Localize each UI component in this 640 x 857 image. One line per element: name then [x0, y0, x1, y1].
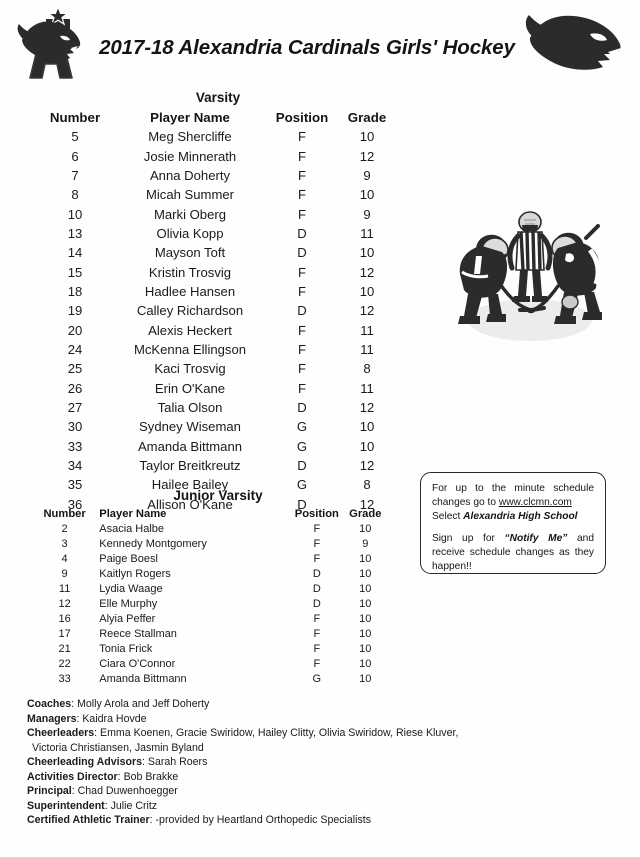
table-row [36, 320, 396, 339]
page-title: 2017-18 Alexandria Cardinals Girls' Hockey [99, 36, 515, 59]
player-position: D [312, 568, 321, 581]
junior-varsity-roster-table [36, 506, 388, 686]
table-row [36, 417, 396, 436]
staff-role-label: Superintendent [27, 799, 105, 812]
player-name: Mayson Toft [154, 245, 226, 261]
player-number: 7 [71, 167, 79, 183]
player-position: F [298, 322, 306, 338]
player-name: Reece Stallman [99, 628, 177, 641]
player-position: F [313, 523, 321, 536]
table-row [36, 398, 396, 417]
staff-line [27, 697, 617, 712]
player-position: F [298, 187, 306, 203]
player-name: Meg Shercliffe [148, 129, 232, 145]
varsity-section-heading: Varsity [195, 90, 241, 105]
column-header-number: Number [49, 110, 101, 125]
staff-separator: : [71, 698, 78, 710]
player-position: F [313, 628, 321, 641]
player-position: D [297, 225, 307, 241]
table-row [36, 567, 388, 582]
player-grade: 12 [359, 458, 375, 474]
player-position: D [312, 598, 321, 611]
notice-text-select: Select [432, 511, 464, 523]
player-position: G [296, 419, 308, 435]
player-number: 25 [67, 361, 83, 377]
player-number: 22 [58, 657, 71, 670]
player-number: 11 [58, 583, 71, 596]
staff-line [27, 726, 617, 741]
staff-line [27, 813, 617, 828]
player-grade: 10 [359, 283, 375, 299]
player-grade: 11 [360, 225, 374, 241]
staff-separator: : [94, 727, 101, 740]
player-grade: 10 [359, 553, 372, 566]
table-row [36, 456, 396, 475]
staff-role-label: Activities Director [27, 770, 118, 783]
staff-line [27, 784, 617, 799]
table-row [36, 185, 396, 204]
varsity-roster [36, 108, 396, 514]
player-position: D [297, 245, 307, 261]
staff-names: Julie Critz [110, 799, 158, 812]
player-grade: 10 [359, 187, 375, 203]
player-grade: 8 [363, 477, 371, 493]
notify-me-emphasis: “Notify Me” [504, 533, 568, 545]
player-name: Kristin Trosvig [148, 264, 232, 280]
player-name: Kennedy Montgomery [99, 538, 207, 551]
staff-role-label: Coaches [27, 698, 72, 710]
player-position: F [298, 341, 306, 357]
cardinal-head-logo [524, 8, 628, 74]
table-row [36, 146, 396, 165]
column-header-position: Position [294, 508, 339, 520]
table-row [36, 582, 388, 597]
player-number: 5 [71, 129, 79, 145]
player-name: Allison O'Kane [147, 496, 233, 512]
staff-role-label: Cheerleading Advisors [27, 756, 142, 769]
player-position: D [297, 399, 307, 415]
junior-varsity-section-heading: Junior Varsity [173, 488, 263, 503]
player-position: F [313, 642, 321, 655]
player-number: 20 [67, 322, 83, 338]
player-name: Calley Richardson [136, 303, 244, 319]
player-name: Kaitlyn Rogers [99, 568, 171, 581]
player-name: McKenna Ellingson [133, 341, 247, 357]
column-header-grade: Grade [349, 508, 382, 520]
column-header-name: Player Name [99, 508, 167, 520]
staff-listing [27, 697, 617, 828]
staff-names: -provided by Heartland Orthopedic Specialists [155, 814, 372, 827]
staff-separator: : [117, 770, 124, 783]
staff-names: Chad Duwenhoegger [77, 785, 178, 798]
staff-names: Victoria Christiansen, Jasmin Byland [32, 741, 204, 754]
player-number: 19 [67, 303, 83, 319]
table-row [36, 671, 388, 686]
player-number: 26 [67, 380, 83, 396]
staff-role-label: Cheerleaders [27, 727, 95, 740]
table-header-row [36, 108, 396, 127]
player-name: Anna Doherty [149, 167, 231, 183]
notice-text-tail: and receive schedule changes as they happen!! [432, 533, 595, 573]
table-header-row [36, 506, 388, 522]
player-position: D [297, 496, 307, 512]
table-row [36, 612, 388, 627]
player-name: Hadlee Hansen [144, 283, 236, 299]
player-number: 30 [67, 419, 83, 435]
notice-text-signup: Sign up for [432, 533, 505, 545]
player-grade: 12 [359, 303, 375, 319]
player-name: Elle Murphy [99, 598, 158, 611]
junior-varsity-rows [36, 522, 388, 686]
table-row [36, 597, 388, 612]
staff-separator: : [149, 814, 156, 827]
player-name: Paige Boesl [99, 553, 158, 566]
player-position: F [298, 361, 306, 377]
player-number: 36 [67, 496, 83, 512]
staff-separator: : [76, 712, 83, 725]
player-name: Hailee Bailey [151, 477, 229, 493]
player-grade: 10 [359, 628, 372, 641]
cardinal-head-letter-a-logo [14, 6, 92, 80]
player-name: Asacia Halbe [99, 523, 165, 536]
table-row [36, 166, 396, 185]
player-number: 27 [67, 399, 83, 415]
table-row [36, 627, 388, 642]
table-row [36, 522, 388, 537]
player-position: F [298, 283, 306, 299]
player-position: G [296, 438, 308, 454]
player-position: F [313, 613, 321, 626]
table-row [36, 340, 396, 359]
player-name: Talia Olson [157, 399, 223, 415]
player-name: Erin O'Kane [154, 380, 226, 396]
player-number: 14 [67, 245, 83, 261]
staff-separator: : [104, 799, 111, 812]
player-number: 33 [67, 438, 83, 454]
player-number: 15 [67, 264, 83, 280]
player-name: Marki Oberg [153, 206, 227, 222]
player-number: 2 [61, 523, 68, 536]
player-grade: 11 [360, 322, 374, 338]
varsity-roster-table [36, 108, 396, 514]
clcmn-website-link[interactable]: www.clcmn.com [498, 497, 572, 509]
staff-separator: : [71, 785, 78, 798]
column-header-number: Number [43, 508, 86, 520]
staff-names: Bob Brakke [123, 770, 179, 783]
player-position: D [297, 303, 307, 319]
page-header [0, 0, 640, 84]
player-position: F [298, 380, 306, 396]
player-position: F [298, 206, 306, 222]
player-grade: 10 [359, 438, 375, 454]
staff-separator: : [142, 756, 148, 769]
player-grade: 12 [359, 148, 375, 164]
player-grade: 10 [359, 419, 375, 435]
staff-role-label: Principal [27, 785, 72, 798]
staff-names: Kaidra Hovde [82, 712, 147, 725]
player-number: 13 [67, 225, 83, 241]
player-grade: 12 [359, 264, 375, 280]
player-number: 8 [71, 187, 79, 203]
player-name: Micah Summer [145, 187, 235, 203]
player-grade: 9 [362, 538, 369, 551]
table-row [36, 552, 388, 567]
player-name: Amanda Bittmann [137, 438, 243, 454]
column-header-position: Position [275, 110, 329, 125]
table-row [36, 204, 396, 223]
table-row [36, 378, 396, 397]
player-name: Alexis Heckert [148, 322, 232, 338]
staff-line [27, 799, 617, 814]
player-name: Sydney Wiseman [139, 419, 241, 435]
player-position: D [297, 458, 307, 474]
player-name: Tonia Frick [99, 642, 153, 655]
player-grade: 11 [360, 380, 374, 396]
player-number: 17 [58, 628, 71, 641]
player-number: 10 [67, 206, 83, 222]
player-name: Kaci Trosvig [154, 361, 226, 377]
player-grade: 9 [363, 206, 371, 222]
table-row [36, 262, 396, 281]
player-number: 16 [58, 613, 71, 626]
player-number: 3 [61, 538, 68, 551]
player-name: Lydia Waage [99, 583, 163, 596]
player-grade: 10 [359, 245, 375, 261]
player-number: 4 [61, 553, 68, 566]
player-number: 12 [58, 598, 71, 611]
player-number: 34 [67, 458, 83, 474]
school-name-emphasis: Alexandria High School [463, 511, 578, 523]
staff-line [27, 770, 617, 785]
notice-paragraph-schedule [432, 482, 594, 524]
player-position: F [298, 129, 306, 145]
player-position: F [313, 553, 321, 566]
player-grade: 11 [360, 341, 374, 357]
player-name: Taylor Breitkreutz [139, 458, 241, 474]
player-grade: 10 [359, 523, 372, 536]
table-row [36, 224, 396, 243]
player-grade: 10 [359, 598, 372, 611]
player-name: Josie Minnerath [143, 148, 237, 164]
player-grade: 10 [359, 657, 372, 670]
table-row [36, 642, 388, 657]
player-grade: 8 [363, 361, 371, 377]
player-grade: 10 [359, 568, 372, 581]
varsity-rows [36, 127, 396, 514]
player-grade: 10 [359, 613, 372, 626]
table-row [36, 301, 396, 320]
player-position: D [312, 583, 321, 596]
player-name: Alyia Peffer [99, 613, 156, 626]
staff-line [27, 741, 617, 756]
column-header-name: Player Name [150, 110, 230, 125]
player-position: F [298, 148, 306, 164]
player-grade: 12 [359, 399, 375, 415]
table-row [36, 243, 396, 262]
player-number: 18 [67, 283, 83, 299]
player-grade: 10 [359, 129, 375, 145]
staff-names: Sarah Roers [147, 756, 208, 769]
table-row [36, 656, 388, 671]
notice-paragraph-notify [432, 532, 594, 574]
player-grade: 9 [363, 167, 371, 183]
player-grade: 12 [359, 496, 375, 512]
staff-line [27, 712, 617, 727]
player-number: 24 [67, 341, 83, 357]
player-position: F [313, 657, 321, 670]
junior-varsity-roster [36, 506, 388, 686]
player-number: 9 [61, 568, 68, 581]
player-name: Amanda Bittmann [99, 672, 187, 685]
notice-text-line1: For up to the minute schedule changes go to [432, 483, 594, 509]
player-name: Olivia Kopp [156, 225, 224, 241]
table-row [36, 282, 396, 301]
player-number: 6 [71, 148, 79, 164]
player-number: 35 [67, 477, 83, 493]
staff-role-label: Certified Athletic Trainer [27, 814, 150, 827]
staff-names: Emma Koenen, Gracie Swiridow, Hailey Clitty, Olivia Swiridow, Riese Kluver, [100, 727, 459, 740]
player-number: 21 [58, 642, 71, 655]
schedule-notice-box [420, 472, 606, 574]
player-grade: 10 [359, 642, 372, 655]
player-grade: 10 [359, 672, 372, 685]
player-position: F [313, 538, 321, 551]
table-row [36, 437, 396, 456]
staff-role-label: Managers [27, 712, 77, 725]
staff-names: Molly Arola and Jeff Doherty [77, 698, 210, 710]
column-header-grade: Grade [347, 110, 387, 125]
table-row [36, 359, 396, 378]
player-position: G [312, 672, 322, 685]
player-number: 33 [58, 672, 71, 685]
player-name: Ciara O'Connor [99, 657, 176, 670]
player-position: F [298, 167, 306, 183]
hockey-faceoff-illustration [448, 198, 612, 348]
player-position: G [296, 477, 308, 493]
staff-line [27, 755, 617, 770]
table-row [36, 127, 396, 146]
player-position: F [298, 264, 306, 280]
table-row [36, 537, 388, 552]
player-grade: 10 [359, 583, 372, 596]
